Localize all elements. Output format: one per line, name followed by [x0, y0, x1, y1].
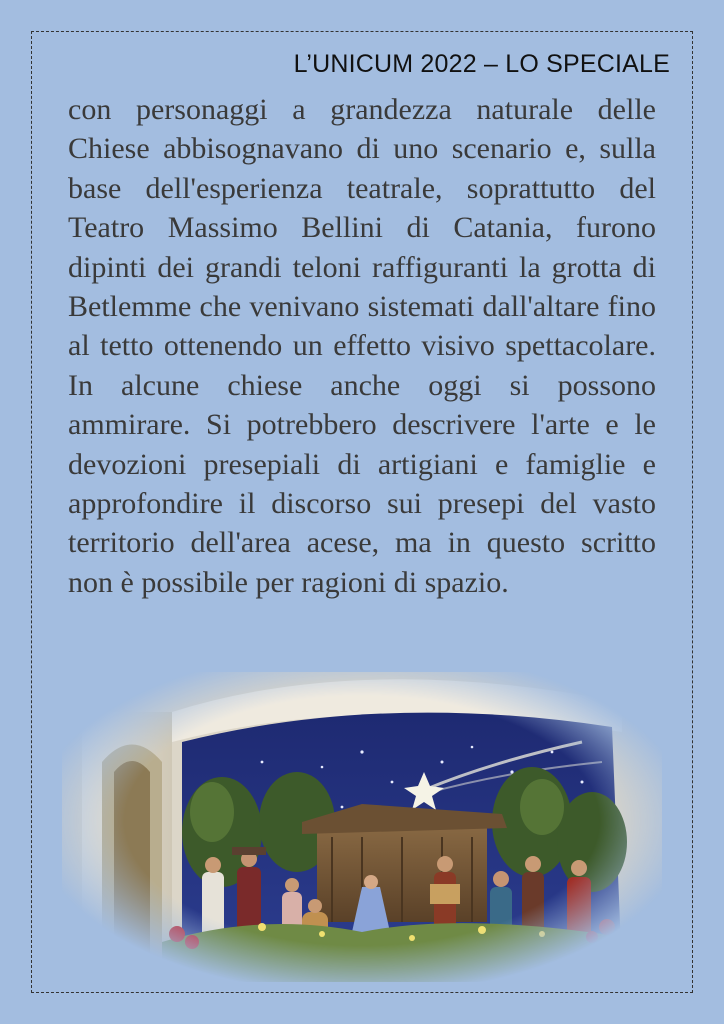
page-header: L’UNICUM 2022 – LO SPECIALE [293, 50, 670, 78]
nativity-scene-photo [62, 672, 662, 982]
article-paragraph: con personaggi a grandezza naturale delle Chiese abbisognavano di uno scenario e, sulla base dell'esperienza teatrale, soprattutto del Teatro Massimo Bellini di Catania, furono dipinti dei grandi teloni raffiguranti la grotta di Betlemme che venivano sistemati dall'altare fino al tetto ottenendo un effetto visivo spettacolare. In alcune chiese anche oggi si possono ammirare. Si potrebbero descrivere l'arte e le devozioni presepiali di artigiani e famiglie e approfondire il discorso sui presepi del vasto territorio dell'area acese, ma in questo scritto non è possibile per ragioni di spazio. [68, 93, 656, 599]
